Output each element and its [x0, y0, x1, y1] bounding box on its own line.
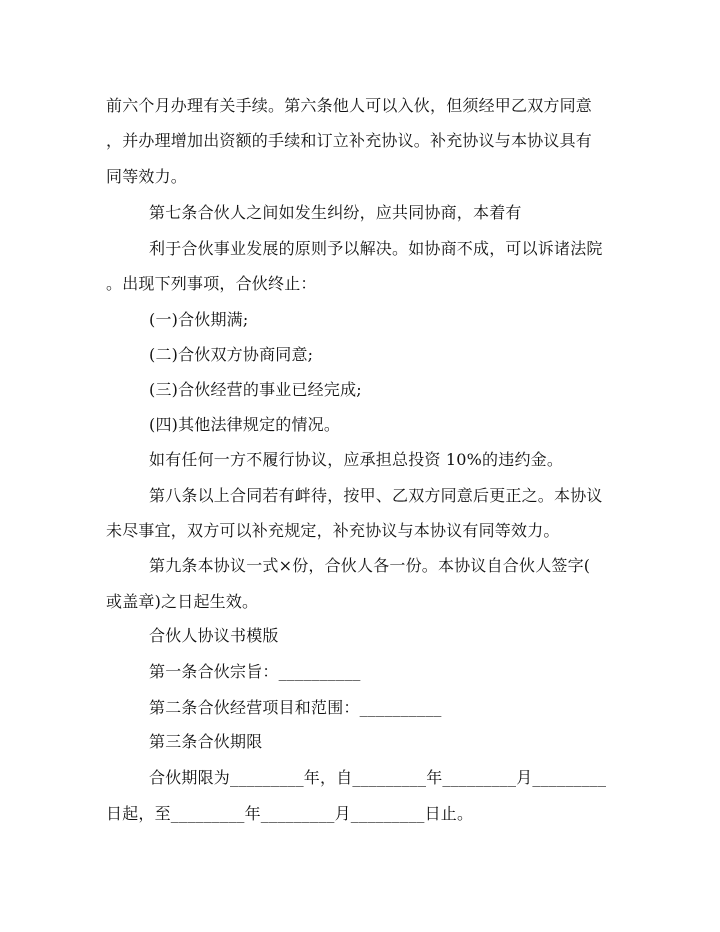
list-item: (二)合伙双方协商同意; — [149, 345, 314, 364]
list-item: (四)其他法律规定的情况。 — [149, 415, 341, 434]
text-line: 第八条以上合同若有衅待，按甲、乙双方同意后更正之。本协议 — [149, 486, 603, 505]
text-line: 第二条合伙经营项目和范围：__________ — [149, 698, 442, 717]
text-line: 。出现下列事项，合伙终止： — [106, 274, 317, 293]
text-line: 如有任何一方不履行协议，应承担总投资 10%的违约金。 — [149, 450, 564, 469]
text-line: 第七条合伙人之间如发生纠纷，应共同协商，本着有 — [149, 203, 522, 222]
text-line: 合伙期限为_________年，自_________年_________月_________ — [149, 768, 607, 787]
section-title: 合伙人协议书模版 — [149, 626, 279, 645]
text-line: 前六个月办理有关手续。第六条他人可以入伙，但须经甲乙双方同意 — [106, 96, 593, 115]
text-line: 第三条合伙期限 — [149, 732, 263, 751]
list-item: (一)合伙期满; — [149, 310, 249, 329]
list-item: (三)合伙经营的事业已经完成; — [149, 380, 362, 399]
text-line: 第一条合伙宗旨：__________ — [149, 662, 361, 681]
text-line: 同等效力。 — [106, 167, 188, 186]
text-line: 未尽事宜，双方可以补充规定，补充协议与本协议有同等效力。 — [106, 521, 560, 540]
text-line: 日起，至_________年_________月_________日止。 — [106, 804, 474, 823]
text-line: 或盖章)之日起生效。 — [106, 592, 259, 611]
text-line: 利于合伙事业发展的原则予以解决。如协商不成，可以诉诸法院 — [149, 239, 603, 258]
text-line: 第九条本协议一式×份，合伙人各一份。本协议自合伙人签字( — [149, 556, 591, 575]
text-line: ，并办理增加出资额的手续和订立补充协议。补充协议与本协议具有 — [106, 131, 593, 150]
